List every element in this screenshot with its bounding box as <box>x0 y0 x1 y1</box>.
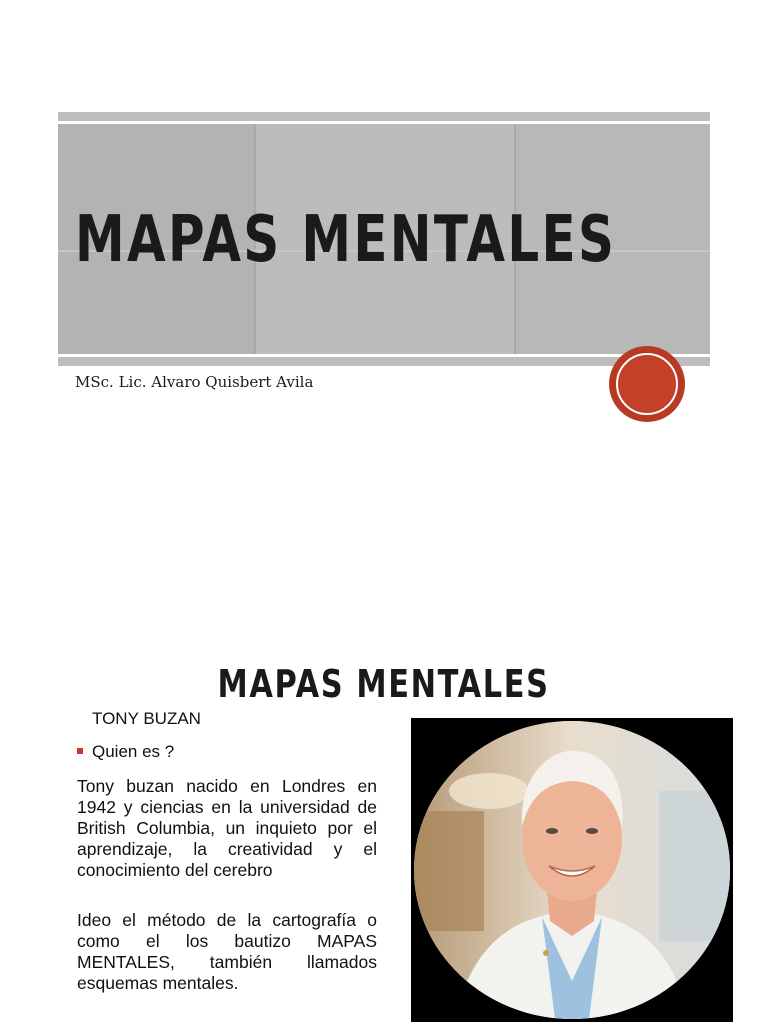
portrait-circle <box>414 721 730 1019</box>
author-name: MSc. Lic. Alvaro Quisbert Avila <box>75 373 314 391</box>
portrait-illustration <box>414 721 730 1019</box>
portrait-photo <box>411 718 733 1022</box>
bullet-marker-icon <box>77 748 83 754</box>
subheading: TONY BUZAN <box>92 709 201 728</box>
slide-title-text: MAPAS MENTALES <box>217 662 551 706</box>
slide-title: MAPAS MENTALES <box>75 203 617 277</box>
bullet-text: Quien es ? <box>92 742 175 761</box>
paragraph-biography: Tony buzan nacido en Londres en 1942 y ciencias en la universidad de British Columbia, un inquieto por el aprendizaje, la creatividad y el conocimiento del cerebro <box>77 776 377 880</box>
decorative-circle-ring <box>616 353 678 415</box>
paragraph-method: Ideo el método de la cartografía o como el los bautizo MAPAS MENTALES, también llamados esquemas mentales. <box>77 910 377 993</box>
content-slide <box>0 512 768 1024</box>
slide-title <box>0 662 768 706</box>
band-bottom-line <box>58 354 710 357</box>
bullet-item <box>77 742 174 762</box>
